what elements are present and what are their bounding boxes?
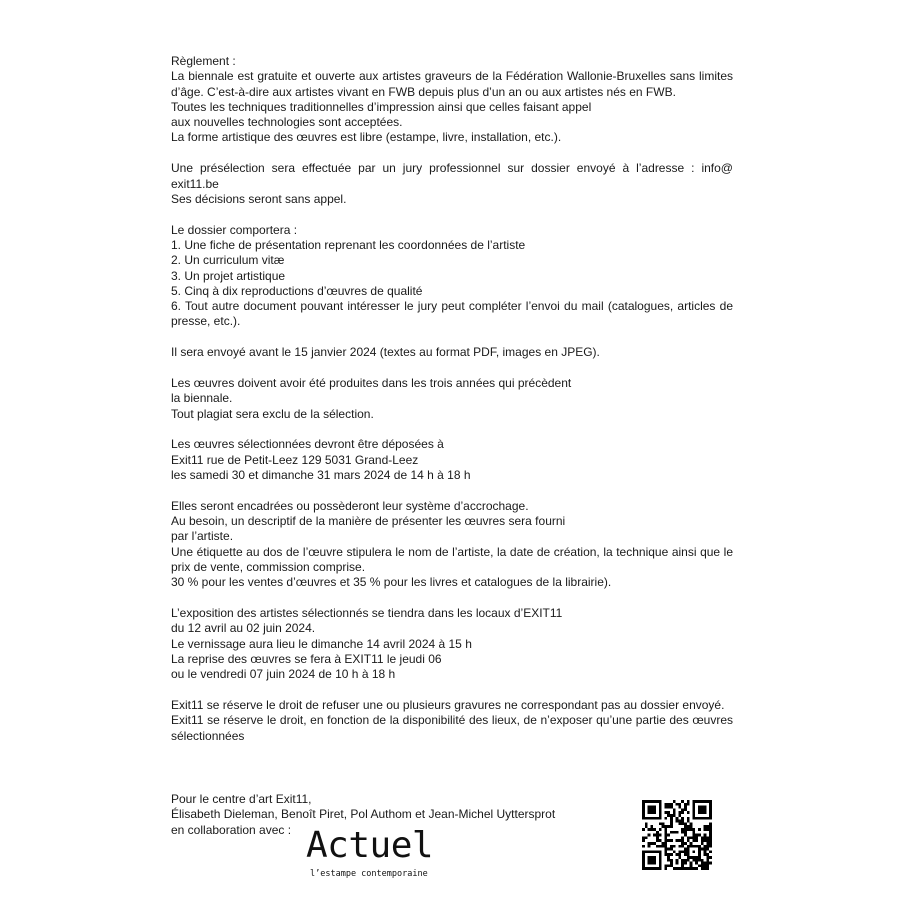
text-line: la biennale. <box>171 391 233 406</box>
text-line: Ses décisions seront sans appel. <box>171 191 347 206</box>
text-line: Les œuvres doivent avoir été produites dans les trois années qui précèdent <box>171 376 572 391</box>
text-line: Règlement : <box>171 54 236 68</box>
paragraph <box>171 698 733 744</box>
text-line: 6. Tout autre document pouvant intéresser le jury peut compléter l’envoi du mail (catalogues, articles de presse, etc.). <box>171 299 733 329</box>
text-line: les samedi 30 et dimanche 31 mars 2024 de 14 h à 18 h <box>171 468 471 483</box>
text-line: Les œuvres sélectionnées devront être déposées à <box>171 437 444 452</box>
text-line: Une étiquette au dos de l’œuvre stipulera le nom de l’artiste, la date de création, la technique ainsi que le prix de vente, commission comprise. <box>171 544 733 575</box>
paragraph <box>171 376 733 422</box>
text-line: 5. Cinq à dix reproductions d’œuvres de qualité <box>171 283 423 298</box>
signature-line: en collaboration avec : <box>171 822 292 837</box>
paragraph <box>171 161 733 207</box>
text-line: Le vernissage aura lieu le dimanche 14 avril 2024 à 15 h <box>171 636 472 651</box>
logo-title: Actuel <box>306 825 434 866</box>
paragraph <box>171 437 733 483</box>
signature-line: Élisabeth Dieleman, Benoît Piret, Pol Authom et Jean-Michel Uyttersprot <box>171 807 556 822</box>
signature-line: Pour le centre d’art Exit11, <box>171 792 312 806</box>
text-line: L’exposition des artistes sélectionnés se tiendra dans les locaux d’EXIT11 <box>171 606 563 621</box>
text-line: Exit11 se réserve le droit, en fonction de la disponibilité des lieux, de n’exposer qu’une partie des œuvres sélectionnées <box>171 713 733 743</box>
text-line: 1. Une fiche de présentation reprenant les coordonnées de l’artiste <box>171 237 526 252</box>
logo-subtitle: l’estampe contemporaine <box>310 869 428 879</box>
text-line: Il sera envoyé avant le 15 janvier 2024 (textes au format PDF, images en JPEG). <box>171 345 600 360</box>
text-line: 3. Un projet artistique <box>171 268 286 283</box>
text-line: du 12 avril au 02 juin 2024. <box>171 621 316 636</box>
rules-document <box>171 54 733 759</box>
paragraph <box>171 345 733 360</box>
paragraph <box>171 223 733 330</box>
paragraph <box>171 54 733 146</box>
paragraph <box>171 606 733 682</box>
text-line: Exit11 se réserve le droit de refuser une ou plusieurs gravures ne correspondant pas au dossier envoyé. <box>171 698 725 713</box>
text-line: Une présélection sera effectuée par un jury professionnel sur dossier envoyé à l’adresse : info@ exit11.be <box>171 161 733 191</box>
text-line: La biennale est gratuite et ouverte aux artistes graveurs de la Fédération Wallonie-Bruxelles sans limites d’âge. C’est-à-dire aux artistes vivant en FWB depuis plus d’un an ou aux artistes nés en FWB. <box>171 69 733 99</box>
text-line: Le dossier comportera : <box>171 222 298 237</box>
text-line: par l’artiste. <box>171 529 234 544</box>
text-line: ou le vendredi 07 juin 2024 de 10 h à 18 h <box>171 667 396 682</box>
text-line: 30 % pour les ventes d’œuvres et 35 % pour les livres et catalogues de la librairie). <box>171 575 612 590</box>
qr-code-icon[interactable] <box>642 800 712 870</box>
actuel-logo <box>300 824 475 888</box>
text-line: La reprise des œuvres se fera à EXIT11 le jeudi 06 <box>171 652 442 666</box>
text-line: aux nouvelles technologies sont acceptées. <box>171 115 403 130</box>
text-line: Tout plagiat sera exclu de la sélection. <box>171 406 374 421</box>
text-line: La forme artistique des œuvres est libre (estampe, livre, installation, etc.). <box>171 130 562 145</box>
text-line: Elles seront encadrées ou possèderont leur système d’accrochage. <box>171 498 529 513</box>
text-line: Toutes les techniques traditionnelles d’impression ainsi que celles faisant appel <box>171 99 592 114</box>
paragraph <box>171 499 733 591</box>
text-line: Au besoin, un descriptif de la manière de présenter les œuvres sera fourni <box>171 514 566 529</box>
text-line: Exit11 rue de Petit-Leez 129 5031 Grand-Leez <box>171 452 419 467</box>
text-line: 2. Un curriculum vitæ <box>171 253 285 268</box>
